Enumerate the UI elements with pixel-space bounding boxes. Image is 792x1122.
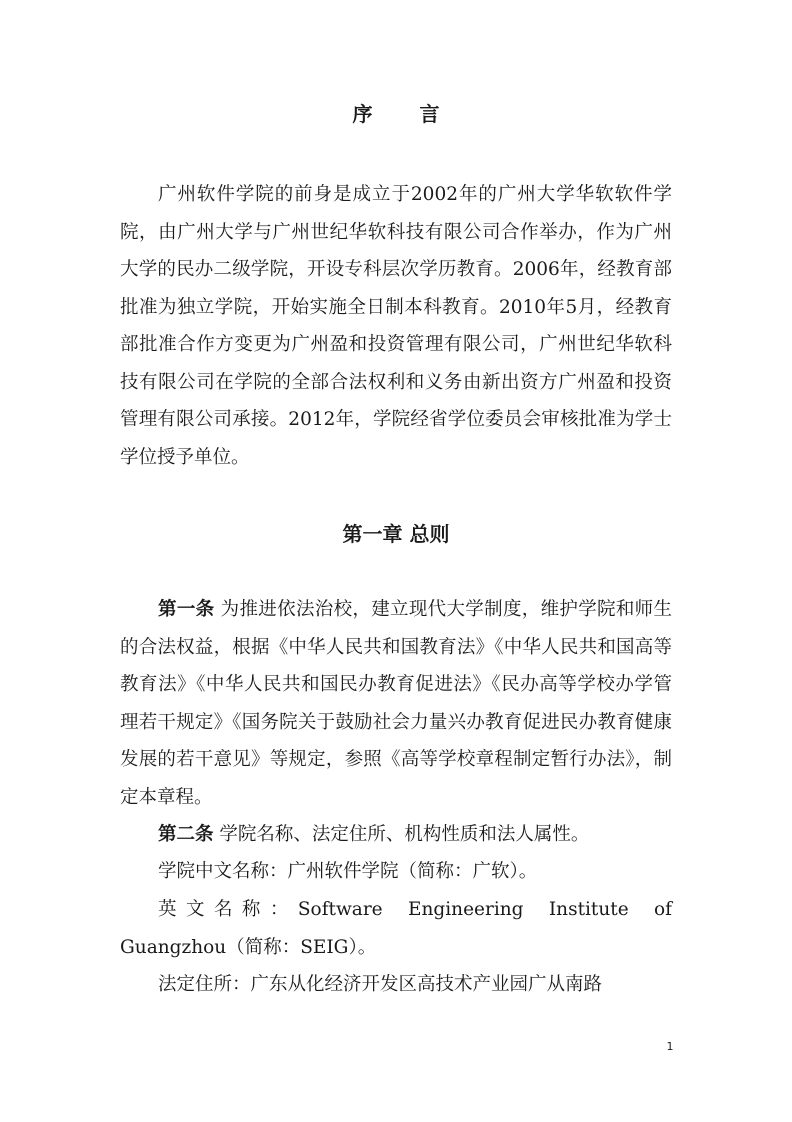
article-2-label: 第二条	[158, 824, 214, 845]
article-1-paragraph	[120, 591, 672, 816]
preface-title: 序 言	[352, 102, 460, 126]
preface-paragraph: 广州软件学院的前身是成立于2002年的广州大学华软软件学院，由广州大学与广州世纪华软科技有限公司合作举办，作为广州大学的民办二级学院，开设专科层次学历教育。2006年，经教育部批准为独立学院，开始实施全日制本科教育。2010年5月，经教育部批准合作方变更为广州盈和投资管理有限公司，广州世纪华软科技有限公司在学院的全部合法权利和义务由新出资方广州盈和投资管理有限公司承接。2012年，学院经省学位委员会审核批准为学士学位授予单位。	[120, 184, 672, 468]
english-name-paragraph: 英文名称：Software Engineering Institute of Guangzhou（简称：SEIG）。	[120, 899, 672, 958]
article-1-text: 为推进依法治校，建立现代大学制度，维护学院和师生的合法权益，根据《中华人民共和国教育法》《中华人民共和国高等教育法》《中华人民共和国民办教育促进法》《民办高等学校办学管理若干规定》《国务院关于鼓励社会力量兴办教育促进民办教育健康发展的若干意见》等规定，参照《高等学校章程制定暂行办法》，制定本章程。	[120, 599, 672, 808]
page-number: 1	[666, 1040, 674, 1053]
article-2-text: 学院名称、法定住所、机构性质和法人属性。	[213, 824, 590, 845]
address-paragraph: 法定住所：广东从化经济开发区高技术产业园广从南路	[158, 974, 603, 995]
chinese-name-paragraph: 学院中文名称：广州软件学院（简称：广软）。	[158, 861, 538, 882]
chapter-title: 第一章 总则	[342, 522, 450, 546]
article-1-label: 第一条	[158, 599, 215, 620]
article-2-paragraph	[120, 816, 672, 854]
